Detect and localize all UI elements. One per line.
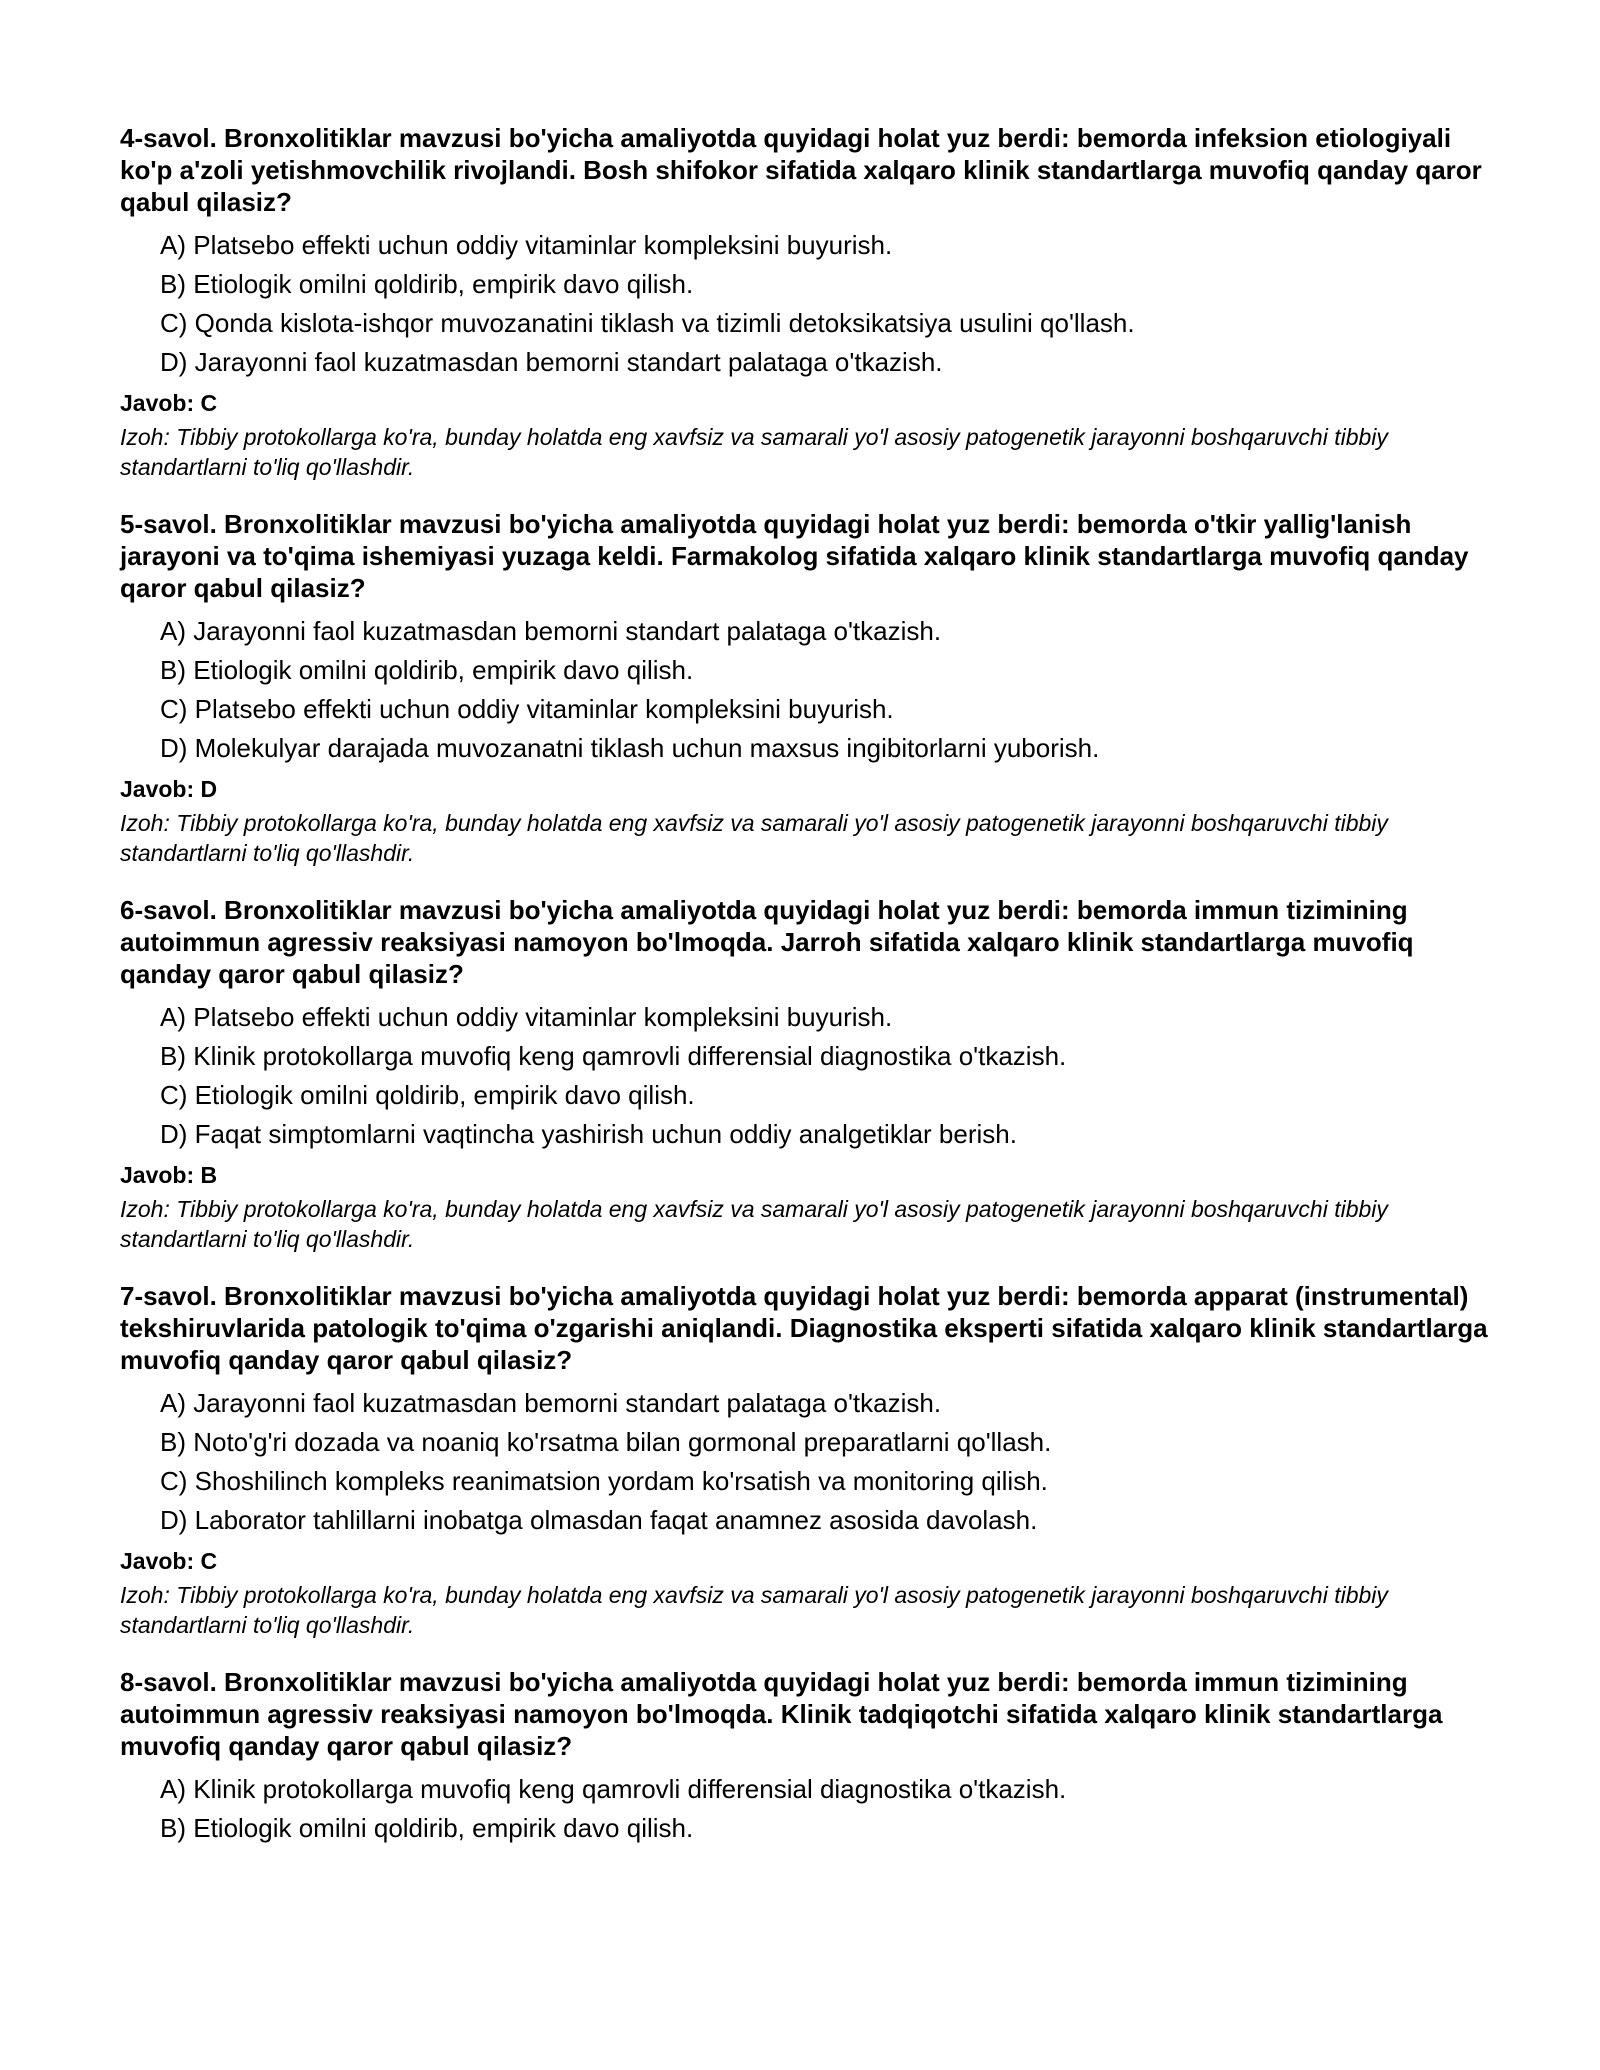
option-a: A) Jarayonni faol kuzatmasdan bemorni standart palataga o'tkazish. [160,616,942,646]
question-text: 5-savol. Bronxolitiklar mavzusi bo'yicha amaliyotda quyidagi holat yuz berdi: bemorda o'tkir yallig'lanish jarayoni va to'qima ishemiyasi yuzaga keldi. Farmakolog sifatida xalqaro klinik standartlarga muvofiq qanday qaror qabul qilasiz? [120,509,1469,603]
question-text: 6-savol. Bronxolitiklar mavzusi bo'yicha amaliyotda quyidagi holat yuz berdi: bemorda immun tizimining autoimmun agressiv reaksiyasi namoyon bo'lmoqda. Jarroh sifatida xalqaro klinik standartlarga muvofiq qanday qaror qabul qilasiz? [120,895,1414,989]
option-a: A) Jarayonni faol kuzatmasdan bemorni standart palataga o'tkazish. [160,1388,942,1418]
option-c: C) Qonda kislota-ishqor muvozanatini tiklash va tizimli detoksikatsiya usulini qo'llash. [160,308,1135,338]
option-d: D) Laborator tahlillarni inobatga olmasdan faqat anamnez asosida davolash. [160,1505,1038,1535]
option-d: D) Faqat simptomlarni vaqtincha yashirish uchun oddiy analgetiklar berish. [160,1119,1017,1149]
answer-label: Javob: D [120,776,218,802]
question-block [120,894,1490,1254]
explanation-note: Izoh: Tibbiy protokollarga ko'ra, bunday holatda eng xavfsiz va samarali yo'l asosiy patogenetik jarayonni boshqaruvchi tibbiy standartlarni to'liq qo'llashdir. [120,810,1388,866]
option-b: B) Noto'g'ri dozada va noaniq ko'rsatma bilan gormonal preparatlarni qo'llash. [160,1427,1052,1457]
option-a: A) Platsebo effekti uchun oddiy vitaminlar kompleksini buyurish. [160,1002,893,1032]
document-page [120,122,1490,1874]
option-d: D) Jarayonni faol kuzatmasdan bemorni standart palataga o'tkazish. [160,347,943,377]
question-text: 7-savol. Bronxolitiklar mavzusi bo'yicha amaliyotda quyidagi holat yuz berdi: bemorda apparat (instrumental) tekshiruvlarida patologik to'qima o'zgarishi aniqlandi. Diagnostika eksperti sifatida xalqaro klinik standartlarga muvofiq qanday qaror qabul qilasiz? [120,1281,1488,1375]
question-text: 8-savol. Bronxolitiklar mavzusi bo'yicha amaliyotda quyidagi holat yuz berdi: bemorda immun tizimining autoimmun agressiv reaksiyasi namoyon bo'lmoqda. Klinik tadqiqotchi sifatida xalqaro klinik standartlarga muvofiq qanday qaror qabul qilasiz? [120,1667,1443,1761]
question-block [120,1666,1490,1848]
answer-label: Javob: C [120,1548,218,1574]
question-block [120,508,1490,868]
question-text: 4-savol. Bronxolitiklar mavzusi bo'yicha amaliyotda quyidagi holat yuz berdi: bemorda infeksion etiologiyali ko'p a'zoli yetishmovchilik rivojlandi. Bosh shifokor sifatida xalqaro klinik standartlarga muvofiq qanday qaror qabul qilasiz? [120,123,1482,217]
explanation-note: Izoh: Tibbiy protokollarga ko'ra, bunday holatda eng xavfsiz va samarali yo'l asosiy patogenetik jarayonni boshqaruvchi tibbiy standartlarni to'liq qo'llashdir. [120,424,1388,480]
option-list [160,612,1490,768]
option-b: B) Etiologik omilni qoldirib, empirik davo qilish. [160,1813,694,1843]
answer-label: Javob: B [120,1162,218,1188]
option-a: A) Platsebo effekti uchun oddiy vitaminlar kompleksini buyurish. [160,230,893,260]
explanation-note: Izoh: Tibbiy protokollarga ko'ra, bunday holatda eng xavfsiz va samarali yo'l asosiy patogenetik jarayonni boshqaruvchi tibbiy standartlarni to'liq qo'llashdir. [120,1582,1388,1638]
explanation-note: Izoh: Tibbiy protokollarga ko'ra, bunday holatda eng xavfsiz va samarali yo'l asosiy patogenetik jarayonni boshqaruvchi tibbiy standartlarni to'liq qo'llashdir. [120,1196,1388,1252]
option-b: B) Etiologik omilni qoldirib, empirik davo qilish. [160,655,694,685]
option-list [160,998,1490,1154]
answer-label: Javob: C [120,390,218,416]
option-c: C) Etiologik omilni qoldirib, empirik davo qilish. [160,1080,695,1110]
option-c: C) Shoshilinch kompleks reanimatsion yordam ko'rsatish va monitoring qilish. [160,1466,1048,1496]
question-block [120,122,1490,482]
option-a: A) Klinik protokollarga muvofiq keng qamrovli differensial diagnostika o'tkazish. [160,1774,1067,1804]
option-list [160,1384,1490,1540]
option-list [160,226,1490,382]
option-b: B) Etiologik omilni qoldirib, empirik davo qilish. [160,269,694,299]
option-d: D) Molekulyar darajada muvozanatni tiklash uchun maxsus ingibitorlarni yuborish. [160,733,1100,763]
option-c: C) Platsebo effekti uchun oddiy vitaminlar kompleksini buyurish. [160,694,894,724]
option-list [160,1770,1490,1848]
question-block [120,1280,1490,1640]
option-b: B) Klinik protokollarga muvofiq keng qamrovli differensial diagnostika o'tkazish. [160,1041,1067,1071]
